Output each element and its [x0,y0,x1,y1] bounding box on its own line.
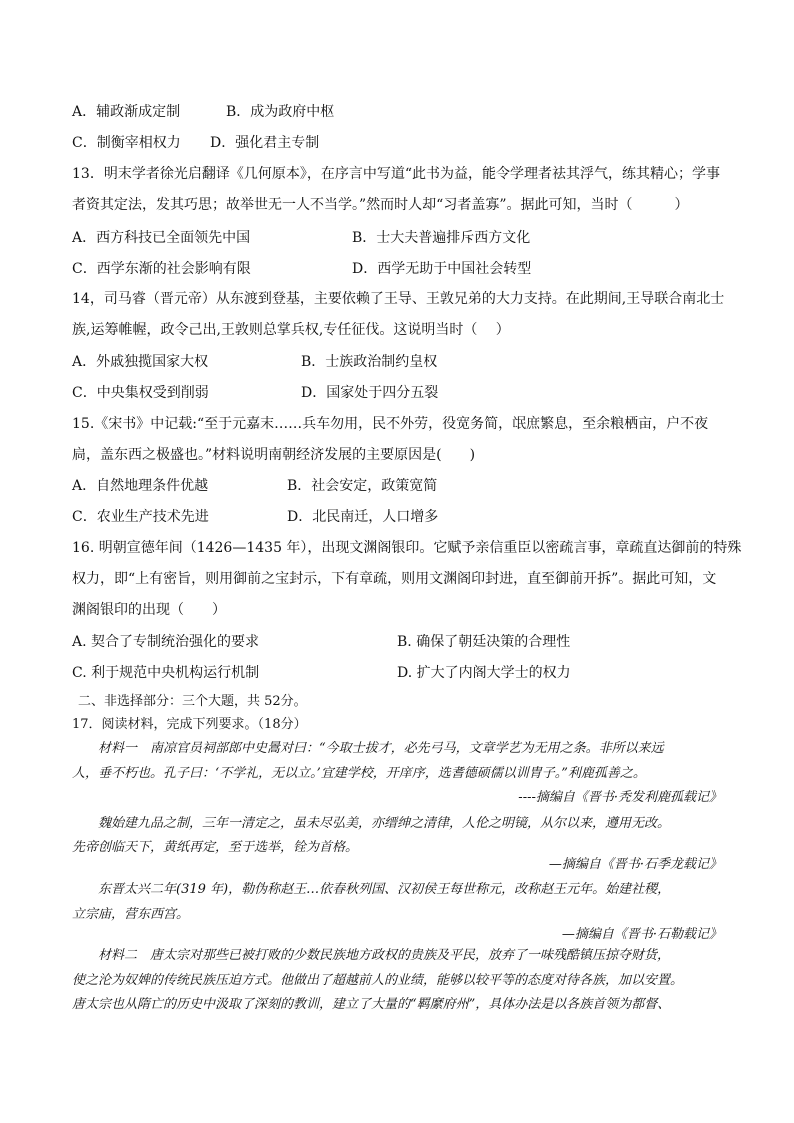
q16-option-d: D. 扩大了内阁大学士的权力 [397,665,571,681]
q14-option-d: D．国家处于四分五裂 [301,385,439,401]
material-1-line-2: 人，垂不朽也。孔子曰：‘不学礼，无以立。’宜建学校，开庠序，选耆德硕儒以训胄子。”利鹿孤善之。 [72,766,646,781]
q15-option-c: C．农业生产技术先进 [72,509,209,525]
q14-option-b: B．士族政治制约皇权 [301,354,438,370]
material-2-line-1: 材料二 唐太宗对那些已被打败的少数民族地方政权的贵族及平民，放弃了一味残酷镇压掠夺财货， [98,948,671,963]
q15-option-d: D．北民南迁，人口增多 [287,509,439,525]
q14-option-c: C．中央集权受到削弱 [72,385,209,401]
q17-stem: 17．阅读材料，完成下列要求。（18分） [72,717,307,732]
q14-stem-line-2: 族,运筹帷幄，政令己出,王敦则总掌兵权,专任征伐。这说明当时（ ） [72,322,510,338]
material-2-line-3: 唐太宗也从隋亡的历史中汲取了深刻的教训，建立了大量的“羁縻府州”，具体办法是以各族首领为都督、 [72,997,671,1012]
q12-option-c: C．制衡宰相权力 [72,135,181,151]
material-2-line-2: 使之沦为奴婢的传统民族压迫方式。他做出了超越前人的业绩，能够以较平等的态度对待各族，加以安置。 [72,973,684,988]
q13-stem-line-1: 13．明末学者徐光启翻译《几何原本》，在序言中写道“此书为益，能令学理者祛其浮气，练其精心；学事 [72,166,720,182]
q16-stem-line-3: 渊阁银印的出现（ ） [72,602,226,618]
q16-option-c: C. 利于规范中央机构运行机制 [72,665,260,681]
q16-stem-line-2: 权力，即“上有密旨，则用御前之宝封示，下有章疏，则用文渊阁印封进，直至御前开拆”。据此可知，文 [72,571,717,587]
q12-option-b: B．成为政府中枢 [226,104,335,120]
q14-option-a: A．外戚独揽国家大权 [72,354,209,370]
material-1-line-3: 魏始建九品之制，三年一清定之，虽未尽弘美，亦缙绅之清律，人伦之明镜，从尔以来，遵用无改。 [98,816,671,831]
material-1-line-5: 东晋太兴二年(319 年)，勒伪称赵王…依春秋列国、汉初侯王每世称元，改称赵王元年。始建社稷， [98,882,671,897]
q15-option-a: A．自然地理条件优越 [72,478,209,494]
q12-option-d: D．强化君主专制 [210,135,320,151]
q15-stem-line-1: 15.《宋书》中记载:“至于元嘉末……兵车勿用，民不外劳，役宽务简，氓庶繁息，至余粮栖亩，户不夜 [72,416,709,432]
q13-option-d: D．西学无助于中国社会转型 [352,261,532,277]
material-1-line-4: 先帝创临天下，黄纸再定，至于选举，铨为首格。 [72,840,359,855]
q16-option-a: A. 契合了专制统治强化的要求 [72,634,260,650]
q15-stem-line-2: 扃，盖东西之极盛也。”材料说明南朝经济发展的主要原因是( ) [72,447,476,463]
q13-option-c: C．西学东渐的社会影响有限 [72,261,251,277]
q15-option-b: B．社会安定，政策宽简 [287,478,438,494]
q16-stem-line-1: 16. 明朝宣德年间（1426—1435 年），出现文渊阁银印。它赋予亲信重臣以密疏言事，章疏直达御前的特殊 [72,540,742,556]
material-source-2: —摘编自《晋书·石季龙载记》 [548,857,722,872]
material-source-3: —摘编自《晋书·石勒载记》 [561,927,722,942]
q14-stem-line-1: 14，司马睿（晋元帝）从东渡到登基，主要依赖了王导、王敦兄弟的大力支持。在此期间,王导联合南北士 [72,291,725,307]
q12-option-a: A．辅政渐成定制 [72,104,181,120]
q13-option-a: A．西方科技已全面领先中国 [72,230,251,246]
q16-option-b: B. 确保了朝廷决策的合理性 [397,634,571,650]
material-1-line-6: 立宗庙，营东西宫。 [72,907,190,922]
section-2-heading: 二、非选择部分：三个大题，共 52分。 [78,694,307,709]
material-1-line-1: 材料一 南凉官员祠部郎中史暠对曰：“今取士拔才，必先弓马，文章学艺为无用之条。非所以来远 [98,741,664,756]
q13-option-b: B．士大夫普遍排斥西方文化 [352,230,531,246]
material-source-1: ----摘编自《晋书·秃发利鹿孤载记》 [518,790,722,805]
q13-stem-line-2: 者资其定法，发其巧思；故举世无一人不当学。”然而时人却“习者盖寡”。据此可知，当时（ ） [72,197,689,213]
